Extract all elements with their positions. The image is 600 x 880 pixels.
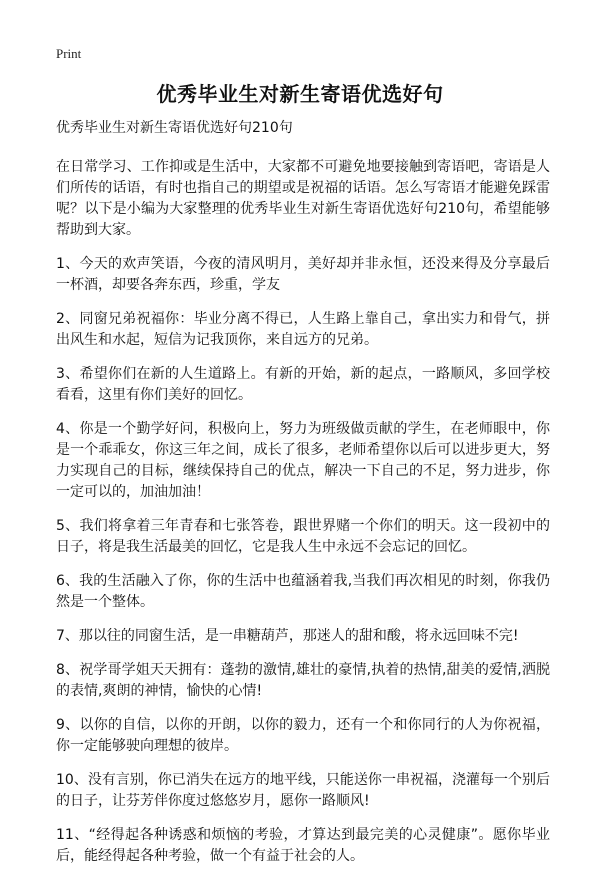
list-item: 9、以你的自信，以你的开朗，以你的毅力，还有一个和你同行的人为你祝福，你一定能够驶向理想的彼岸。 [56, 717, 550, 754]
list-item: 8、祝学哥学姐天天拥有：蓬勃的激情,雄壮的豪情,执着的热情,甜美的爱情,洒脱的表情,爽朗的神情，愉快的心情! [56, 662, 550, 699]
list-item: 7、那以往的同窗生活，是一串糖葫芦，那迷人的甜和酸，将永远回味不完! [56, 628, 519, 644]
list-item: 3、希望你们在新的人生道路上。有新的开始，新的起点，一路顺风，多回学校看看，这里有你们美好的回忆。 [56, 366, 550, 403]
list-item: 5、我们将拿着三年青春和七张答卷，跟世界赌一个你们的明天。这一段初中的日子，将是我生活最美的回忆，它是我人生中永远不会忘记的回忆。 [56, 518, 550, 555]
list-item: 2、同窗兄弟祝福你：毕业分离不得已，人生路上靠自己，拿出实力和骨气，拼出风生和水起，短信为记我顶你，来自远方的兄弟。 [56, 311, 550, 348]
page-title: 优秀毕业生对新生寄语优选好句 [156, 82, 444, 106]
article-subtitle: 优秀毕业生对新生寄语优选好句210句 [56, 120, 293, 136]
article-body [56, 118, 550, 880]
list-item: 1、今天的欢声笑语，今夜的清风明月，美好却并非永恒，还没来得及分享最后一杯酒，却要各奔东西，珍重，学友 [56, 256, 550, 293]
list-item: 10、没有言别，你已消失在远方的地平线，只能送你一串祝福，浇灌每一个别后的日子，让芬芳伴你度过悠悠岁月，愿你一路顺风! [56, 772, 550, 809]
list-item: 4、你是一个勤学好问，积极向上，努力为班级做贡献的学生，在老师眼中，你是一个乖乖女，你这三年之间，成长了很多，老师希望你以后可以进步更大，努力实现自己的目标，继续保持自己的优点，解决一下自己的不足，努力进步，你一定可以的，加油加油！ [56, 421, 550, 500]
list-item: 6、我的生活融入了你，你的生活中也蕴涵着我,当我们再次相见的时刻，你我仍然是一个整体。 [56, 573, 550, 610]
print-link[interactable]: Print [56, 46, 82, 61]
intro-paragraph: 在日常学习、工作抑或是生活中，大家都不可避免地要接触到寄语吧，寄语是人们所传的话语，有时也指自己的期望或是祝福的话语。怎么写寄语才能避免踩雷呢？以下是小编为大家整理的优秀毕业生对新生寄语优选好句210句，希望能够帮助到大家。 [56, 159, 550, 238]
list-item: 11、“经得起各种诱惑和烦恼的考验，才算达到最完美的心灵健康”。愿你毕业后，能经得起各种考验，做一个有益于社会的人。 [56, 827, 550, 864]
